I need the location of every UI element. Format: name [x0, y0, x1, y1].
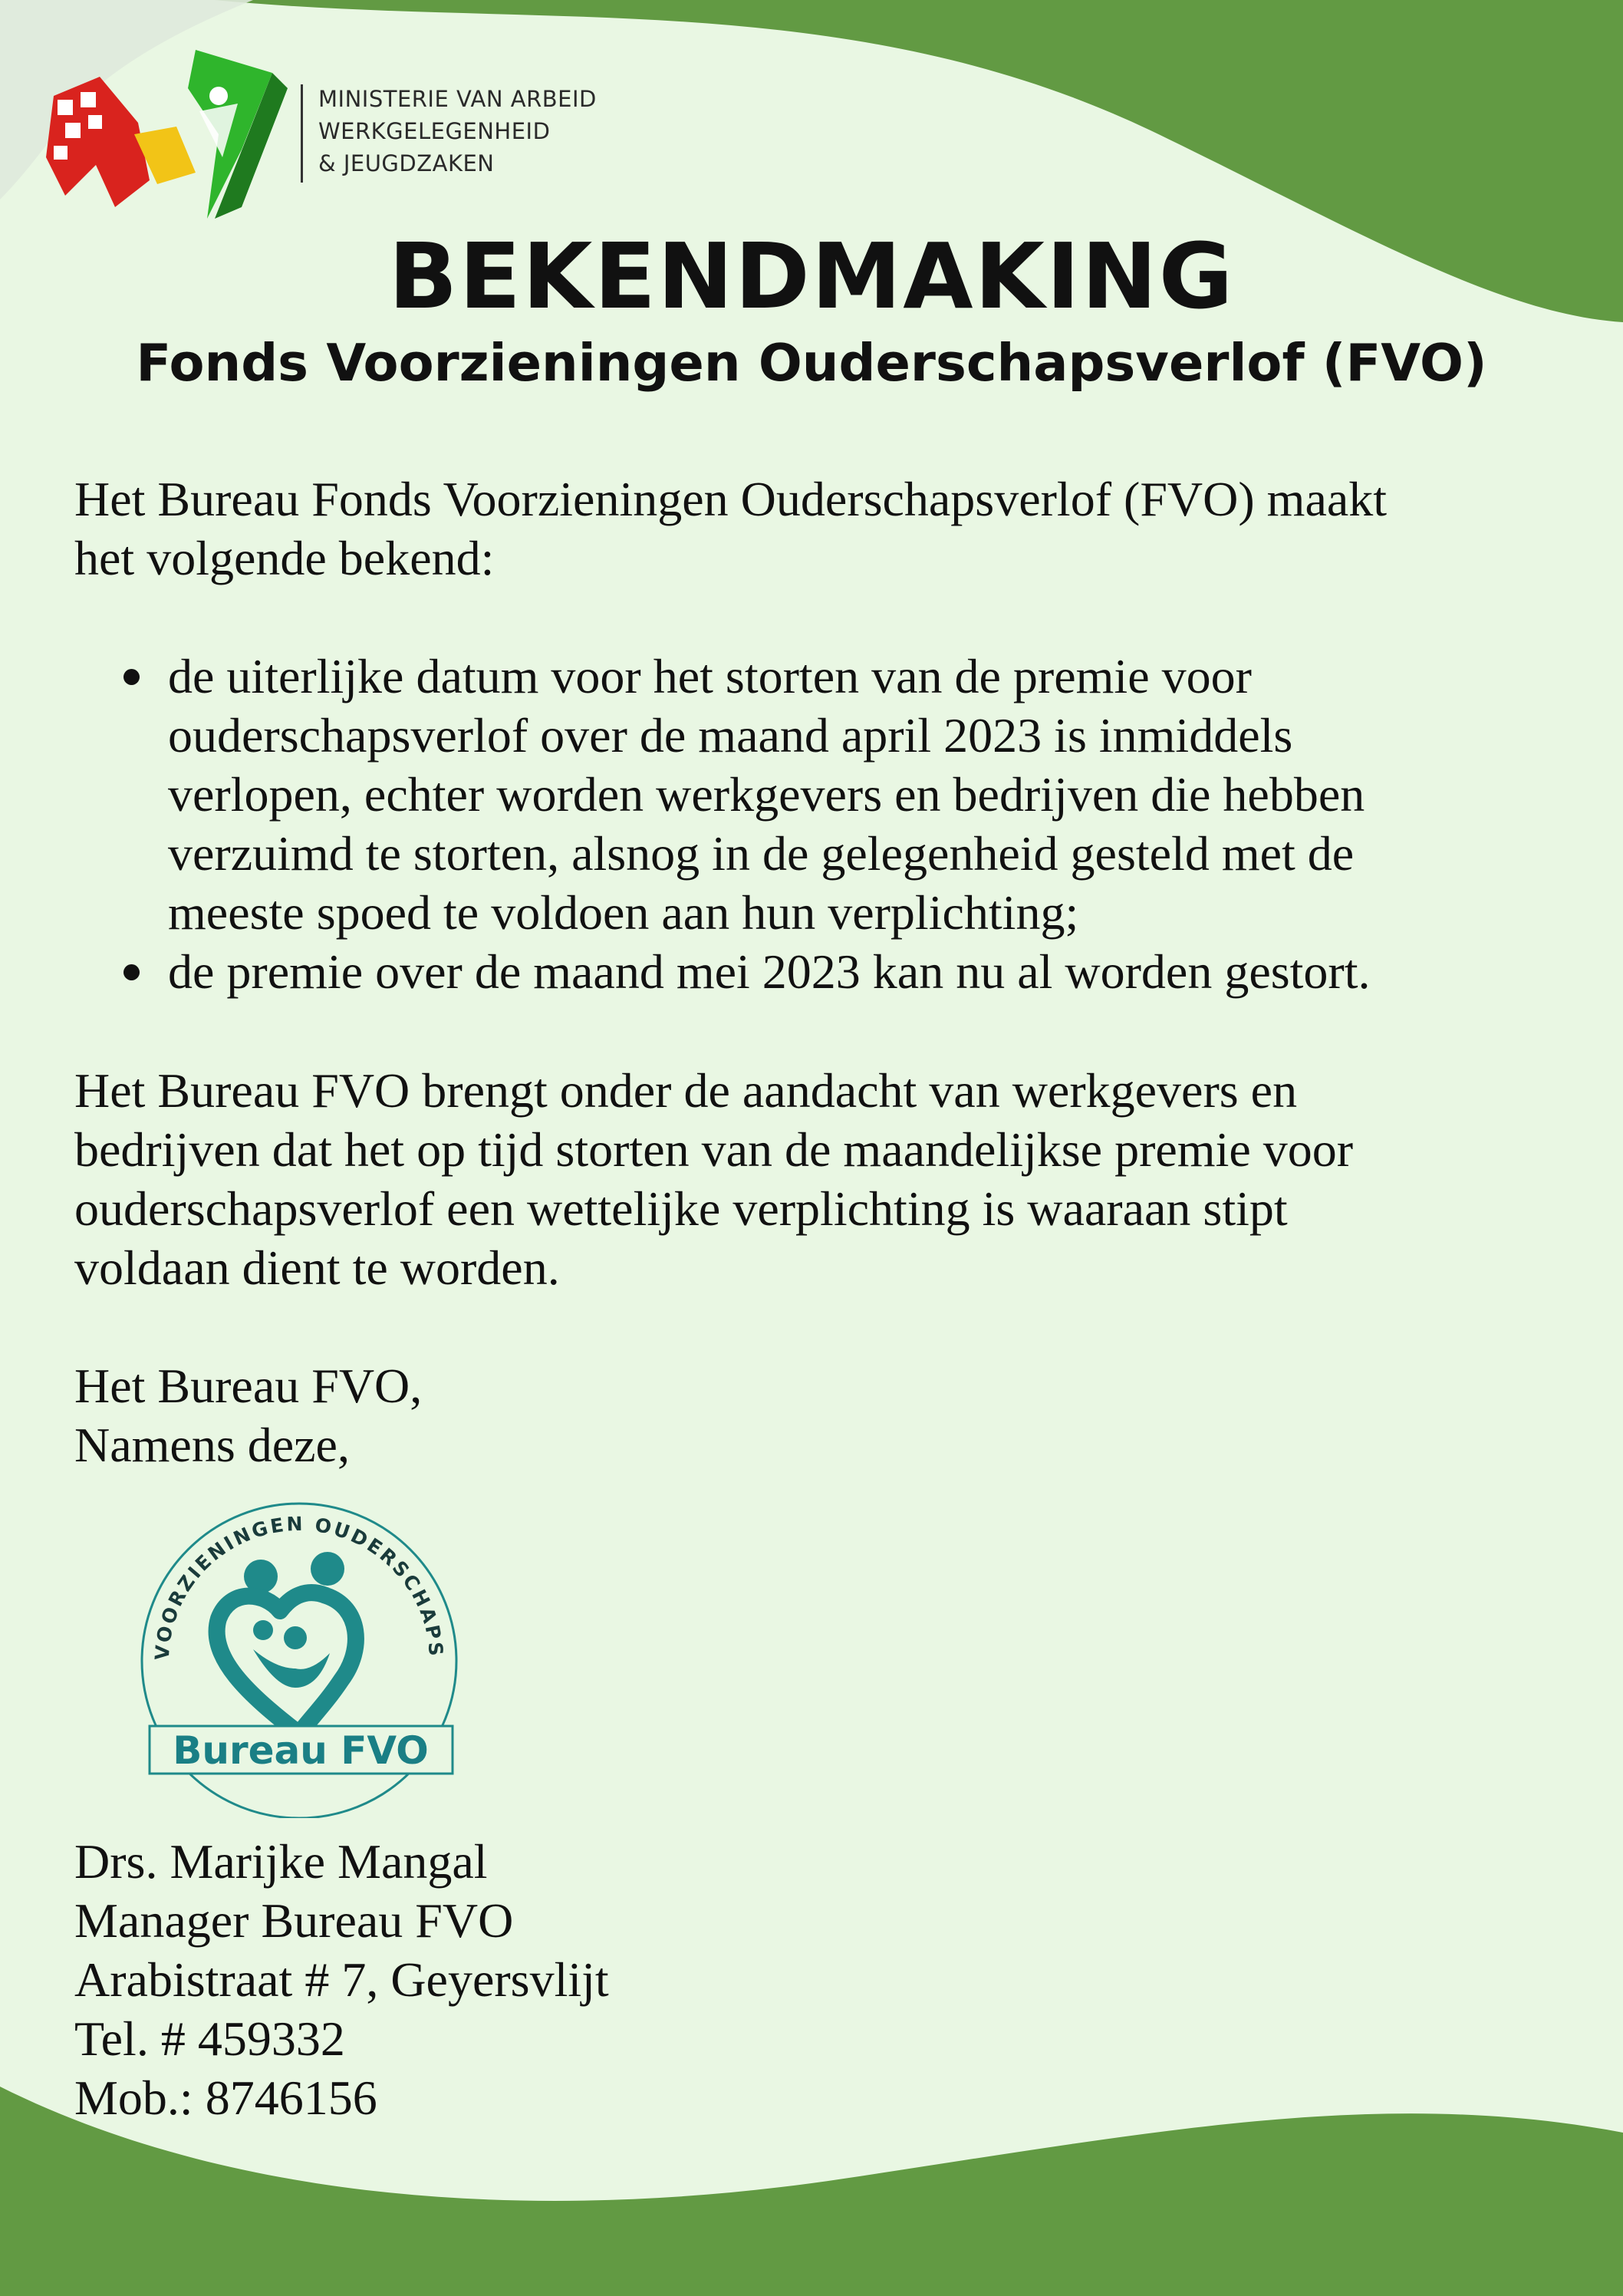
text-line: de premie over de maand mei 2023 kan nu al worden gestort.	[168, 944, 1371, 999]
ministry-line: & JEUGDZAKEN	[318, 150, 495, 176]
fvo-seal-icon	[134, 1496, 472, 1818]
contact-title: Manager Bureau FVO	[74, 1893, 514, 1948]
bullet-item	[74, 647, 1578, 942]
page-subtitle: Fonds Voorzieningen Ouderschapsverlof (FVO)	[136, 333, 1487, 393]
ministry-line: WERKGELEGENHEID	[318, 118, 551, 144]
ministry-logo-icon	[42, 42, 303, 226]
bullet-icon	[123, 669, 140, 685]
text-line: meeste spoed te voldoen aan hun verplichting;	[168, 885, 1079, 940]
notice-paragraph	[74, 1061, 1578, 1297]
text-line: verlopen, echter worden werkgevers en bedrijven die hebben	[168, 767, 1365, 822]
ministry-line: MINISTERIE VAN ARBEID	[318, 86, 597, 112]
text-line: Namens deze,	[74, 1418, 350, 1472]
fvo-seal	[134, 1496, 472, 1818]
announcement-bullets	[74, 647, 1578, 1001]
text-line: ouderschapsverlof over de maand april 2023 is inmiddels	[168, 708, 1293, 763]
text-line: ouderschapsverlof een wettelijke verplichting is waaraan stipt	[74, 1181, 1288, 1236]
contact-address: Arabistraat # 7, Geyersvlijt	[74, 1952, 609, 2007]
text-line: de uiterlijke datum voor het storten van de premie voor	[168, 649, 1252, 703]
bullet-item	[74, 942, 1578, 1001]
text-line: verzuimd te storten, alsnog in de gelegenheid gesteld met de	[168, 826, 1355, 881]
text-line: Het Bureau Fonds Voorzieningen Ouderschapsverlof (FVO) maakt	[74, 472, 1388, 526]
text-line: Het Bureau FVO brengt onder de aandacht van werkgevers en	[74, 1063, 1298, 1118]
closing-block	[74, 1356, 1578, 1474]
text-line: Het Bureau FVO,	[74, 1359, 423, 1413]
intro-paragraph	[74, 469, 1578, 588]
contact-block	[74, 1832, 1578, 2127]
page-title: BEKENDMAKING	[388, 223, 1235, 329]
ministry-name	[318, 83, 597, 180]
seal-arc-text: VOORZIENINGEN OUDERSCHAPS	[150, 1512, 448, 1661]
seal-label: Bureau FVO	[173, 1728, 429, 1773]
text-line: het volgende bekend:	[74, 531, 495, 585]
bullet-icon	[123, 964, 140, 980]
text-line: voldaan dient te worden.	[74, 1240, 560, 1295]
contact-phone: Tel. # 459332	[74, 2011, 345, 2066]
text-line: bedrijven dat het op tijd storten van de maandelijkse premie voor	[74, 1122, 1354, 1177]
contact-name: Drs. Marijke Mangal	[74, 1834, 488, 1889]
ministry-divider	[301, 84, 303, 183]
contact-mobile: Mob.: 8746156	[74, 2070, 377, 2125]
